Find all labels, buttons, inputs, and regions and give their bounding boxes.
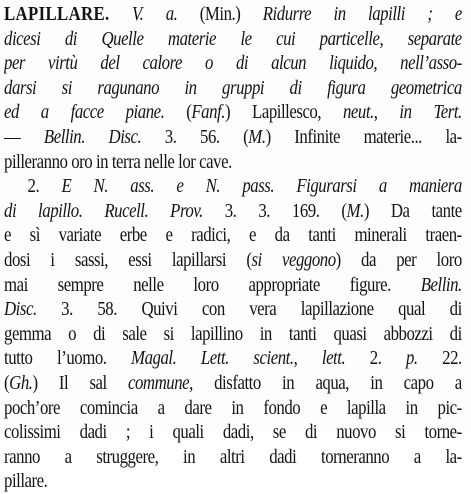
italic-text: Gh.: [9, 371, 33, 394]
text-segment: 2.: [27, 175, 62, 198]
text-segment: 22.: [417, 347, 462, 370]
text-segment: ,: [373, 101, 400, 124]
entry-line: [4, 199, 462, 224]
italic-text: p.: [405, 347, 418, 370]
text-segment: gemma o di sale si lapillino in tanti quasi abbozzi di: [4, 322, 462, 345]
entry-line: [4, 174, 462, 199]
entry-line: [4, 297, 462, 322]
entry-line: [4, 2, 462, 27]
text-segment: colissimi dadi ; i quali dadi, se di nuovo si torne-: [4, 421, 462, 444]
italic-text: Magal. Lett. scient.: [131, 347, 294, 370]
italic-text: si veggono: [251, 248, 336, 271]
text-segment: 3. 58. Quivi con vera lapillazione qual di: [36, 298, 462, 321]
entry-line: [4, 27, 462, 52]
entry-line: [4, 150, 462, 175]
entry-line: [4, 76, 462, 101]
italic-text: di lapillo. Rucell. Prov.: [4, 199, 203, 222]
text-segment: ) Infinite materie... la-: [265, 125, 462, 148]
entry-line: [4, 346, 462, 371]
text-segment: tutto l’uomo.: [4, 347, 132, 370]
italic-text: darsi si ragunano in gruppi di figura geometrica: [4, 76, 462, 99]
text-segment: [110, 3, 132, 25]
text-segment: , disfatto in aqua, in capo a: [189, 371, 462, 394]
entry-line: [4, 469, 462, 494]
text-segment: (Min.): [177, 3, 263, 25]
italic-text: ed a facce piane.: [4, 101, 165, 124]
entry-line: [4, 273, 462, 298]
italic-text: Bellin. Disc.: [43, 125, 142, 148]
text-segment: (: [164, 101, 192, 124]
text-segment: 3. 3. 169. (: [202, 199, 347, 222]
text-segment: pilleranno oro in terra nelle lor cave.: [4, 150, 232, 173]
italic-text: M.: [346, 199, 364, 222]
italic-text: Disc.: [4, 298, 37, 321]
italic-text: dicesi di Quelle materie le cui particelle, separate: [4, 27, 462, 50]
entry-line: [4, 125, 462, 150]
italic-text: lett.: [321, 347, 346, 370]
italic-text: per virtù del calore o di alcun liquido, nell’asso-: [4, 52, 462, 75]
italic-text: commune: [127, 371, 190, 394]
text-segment: ,: [293, 347, 322, 370]
text-segment: —: [4, 125, 44, 148]
text-segment: mai sempre nelle loro appropriate figure.: [4, 273, 421, 296]
text-segment: ) da per loro: [335, 248, 462, 271]
text-segment: poch’ore comincia a dare in fondo e lapilla in pic-: [4, 396, 462, 419]
text-segment: ) Il sal: [32, 371, 128, 394]
dictionary-entry-lapillare: [4, 2, 462, 494]
text-segment: 3. 56. (: [141, 125, 249, 148]
text-segment: 2.: [345, 347, 406, 370]
text-segment: e sì variate erbe e radici, e da tanti minerali traen-: [4, 224, 462, 247]
entry-line: [4, 223, 462, 248]
entry-line: [4, 51, 462, 76]
entry-line: [4, 445, 462, 470]
entry-line: [4, 396, 462, 421]
text-segment: ) Lapillesco,: [225, 101, 343, 124]
text-segment: ) Da tante: [363, 199, 462, 222]
text-segment: pillare.: [4, 470, 48, 493]
italic-text: V. a.: [131, 3, 178, 25]
entry-line: [4, 371, 462, 396]
text-segment: dosi i sassi, essi lapillarsi (: [4, 248, 252, 271]
italic-text: in Tert.: [399, 101, 462, 124]
italic-text: M.: [248, 125, 266, 148]
italic-text: Bellin.: [420, 273, 462, 296]
entry-line: [4, 248, 462, 273]
headword: LAPILLARE.: [4, 3, 110, 25]
text-segment: (: [4, 371, 10, 394]
italic-text: Fanf.: [191, 101, 226, 124]
italic-text: Ridurre in lapilli ; e: [262, 3, 462, 25]
entry-line: [4, 420, 462, 445]
italic-text: E N. ass. e N. pass. Figurarsi a maniera: [61, 175, 462, 198]
text-segment: ranno a struggere, in altri dadi torneranno a la-: [4, 445, 462, 468]
entry-line: [4, 322, 462, 347]
entry-line: [4, 100, 462, 125]
italic-text: neut.: [342, 101, 374, 124]
